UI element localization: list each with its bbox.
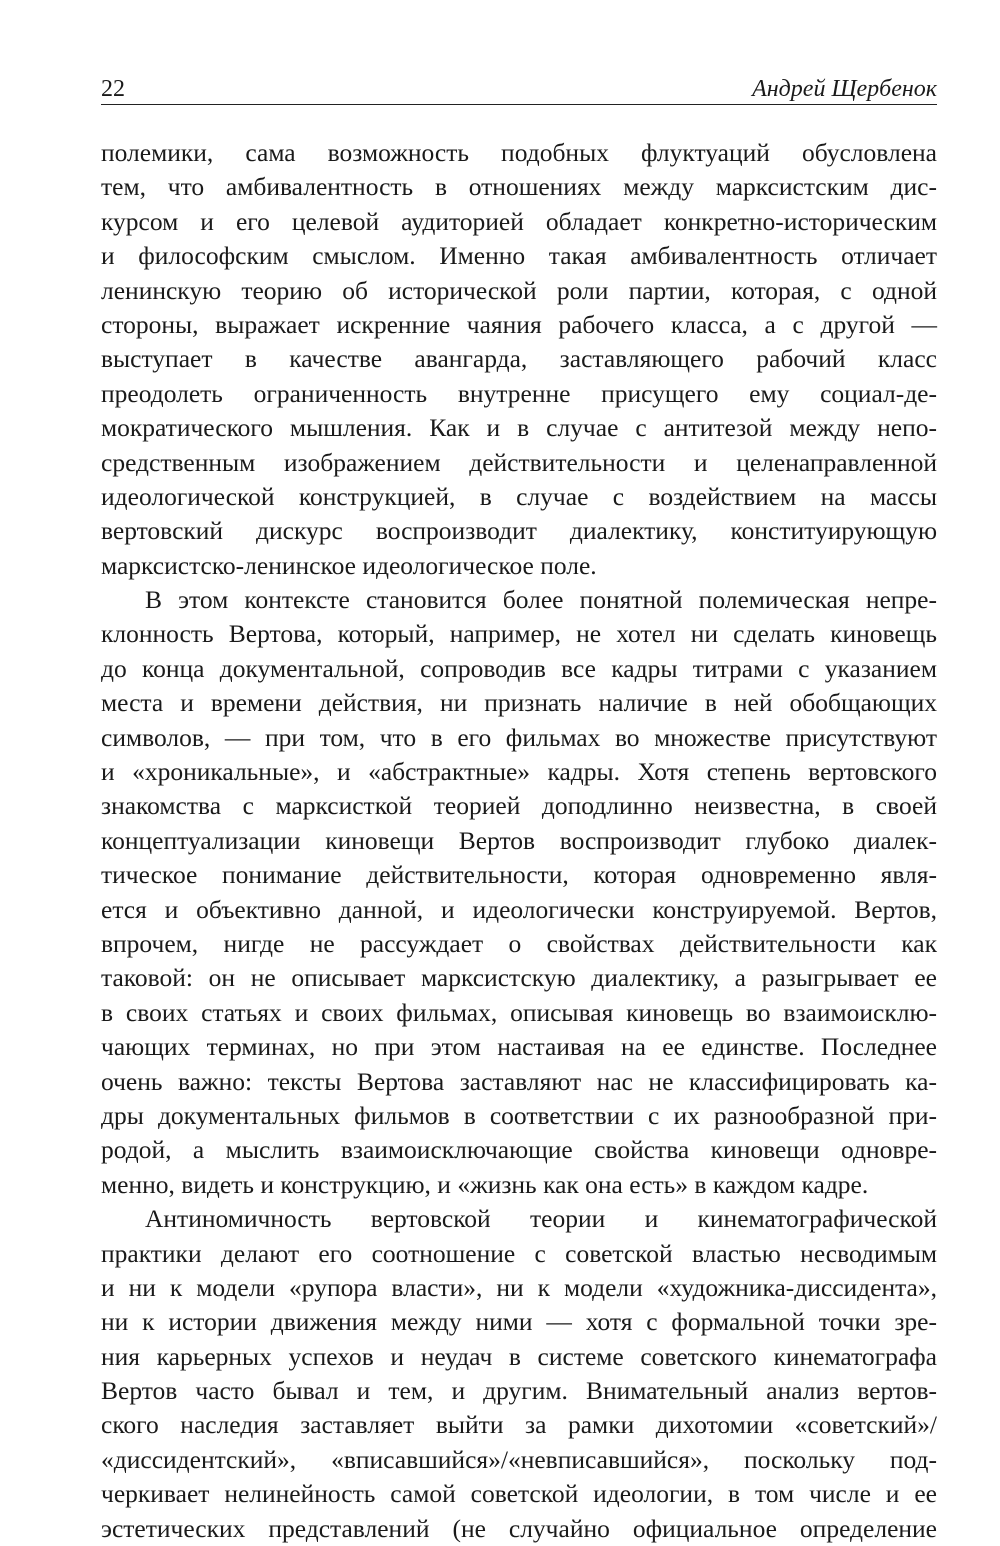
- text-line: и «хроникальные», и «абстрактные» кадры. Хотя степень вертовского: [101, 757, 937, 787]
- text-line: полемики, сама возможность подобных флуктуаций обусловлена: [101, 138, 937, 167]
- paragraph: [101, 583, 937, 1202]
- text-line: ни к истории движения между ними — хотя с формальной точки зре-: [101, 1307, 937, 1337]
- text-line: тическое понимание действительности, которая одновременно явля-: [101, 860, 937, 890]
- text-line: знакомства с марксисткой теорией доподлинно неизвестна, в своей: [101, 791, 937, 821]
- text-line: очень важно: тексты Вертова заставляют нас не классифицировать ка-: [101, 1066, 937, 1096]
- text-line: вертовский дискурс воспроизводит диалектику, конституирующую: [101, 516, 937, 546]
- paragraph: [101, 1202, 937, 1546]
- text-line: и ни к модели «рупора власти», ни к модели «художника-диссидента»,: [101, 1272, 937, 1302]
- text-line: ется и объективно данной, и идеологически конструируемой. Вертов,: [101, 894, 937, 924]
- text-line: преодолеть ограниченность внутренне присущего ему социал-де-: [101, 378, 937, 408]
- running-head: [101, 64, 937, 104]
- text-line: черкивает нелинейность самой советской идеологии, в том числе и ее: [101, 1479, 937, 1509]
- page-number: 22: [101, 76, 125, 102]
- paragraph: [101, 136, 937, 583]
- header-rule: [101, 104, 937, 105]
- text-line: родой, а мыслить взаимоисключающие свойства киновещи одновре-: [101, 1135, 937, 1165]
- text-line: впрочем, нигде не рассуждает о свойствах действительности как: [101, 928, 937, 958]
- text-line: концептуализации киновещи Вертов воспроизводит глубоко диалек-: [101, 825, 937, 855]
- text-line: до конца документальной, сопроводив все кадры титрами с указанием: [101, 653, 937, 683]
- text-line: мократического мышления. Как и в случае с антитезой между непо-: [101, 413, 937, 443]
- text-line: ского наследия заставляет выйти за рамки дихотомии «советский»/: [101, 1410, 937, 1440]
- text-line: менно, видеть и конструкцию, и «жизнь как она есть» в каждом кадре.: [101, 1169, 869, 1199]
- text-line: и философским смыслом. Именно такая амбивалентность отличает: [101, 241, 937, 271]
- text-line: стороны, выражает искренние чаяния рабочего класса, а с другой —: [101, 309, 937, 339]
- body-text: [101, 136, 937, 1546]
- text-line: таковой: он не описывает марксистскую диалектику, а разыгрывает ее: [101, 963, 937, 993]
- text-line: идеологической конструкцией, в случае с воздействием на массы: [101, 481, 937, 511]
- text-line: дры документальных фильмов в соответствии с их разнообразной при-: [101, 1100, 937, 1130]
- text-line: практики делают его соотношение с советской властью несводимым: [101, 1238, 937, 1268]
- text-line: символов, — при том, что в его фильмах во множестве присутствуют: [101, 722, 937, 752]
- text-line: в своих статьях и своих фильмах, описывая киновещь во взаимоисклю-: [101, 997, 937, 1027]
- text-line: тем, что амбивалентность в отношениях между марксистским дис-: [101, 172, 937, 202]
- text-line: выступает в качестве авангарда, заставляющего рабочий класс: [101, 344, 937, 374]
- text-line: ленинскую теорию об исторической роли партии, которая, с одной: [101, 275, 937, 305]
- text-line: В этом контексте становится более понятной полемическая непре-: [145, 585, 937, 615]
- text-line: эстетических представлений (не случайно официальное определение: [101, 1513, 937, 1543]
- running-head-author: Андрей Щербенок: [752, 76, 937, 102]
- text-line: Вертов часто бывал и тем, и другим. Внимательный анализ вертов-: [101, 1376, 937, 1406]
- text-line: курсом и его целевой аудиторией обладает конкретно-историческим: [101, 206, 937, 236]
- text-line: марксистско-ленинское идеологическое поле.: [101, 550, 597, 580]
- text-line: Антиномичность вертовской теории и кинематографической: [145, 1204, 937, 1234]
- text-line: места и времени действия, ни признать наличие в ней обобщающих: [101, 688, 937, 718]
- text-line: клонность Вертова, который, например, не хотел ни сделать киновещь: [101, 619, 937, 649]
- text-line: «диссидентский», «вписавшийся»/«невписавшийся», поскольку под-: [101, 1444, 937, 1474]
- text-line: чающих терминах, но при этом настаивая на ее единстве. Последнее: [101, 1032, 937, 1062]
- text-line: средственным изображением действительности и целенаправленной: [101, 447, 937, 477]
- text-line: ния карьерных успехов и неудач в системе советского кинематографа: [101, 1341, 937, 1371]
